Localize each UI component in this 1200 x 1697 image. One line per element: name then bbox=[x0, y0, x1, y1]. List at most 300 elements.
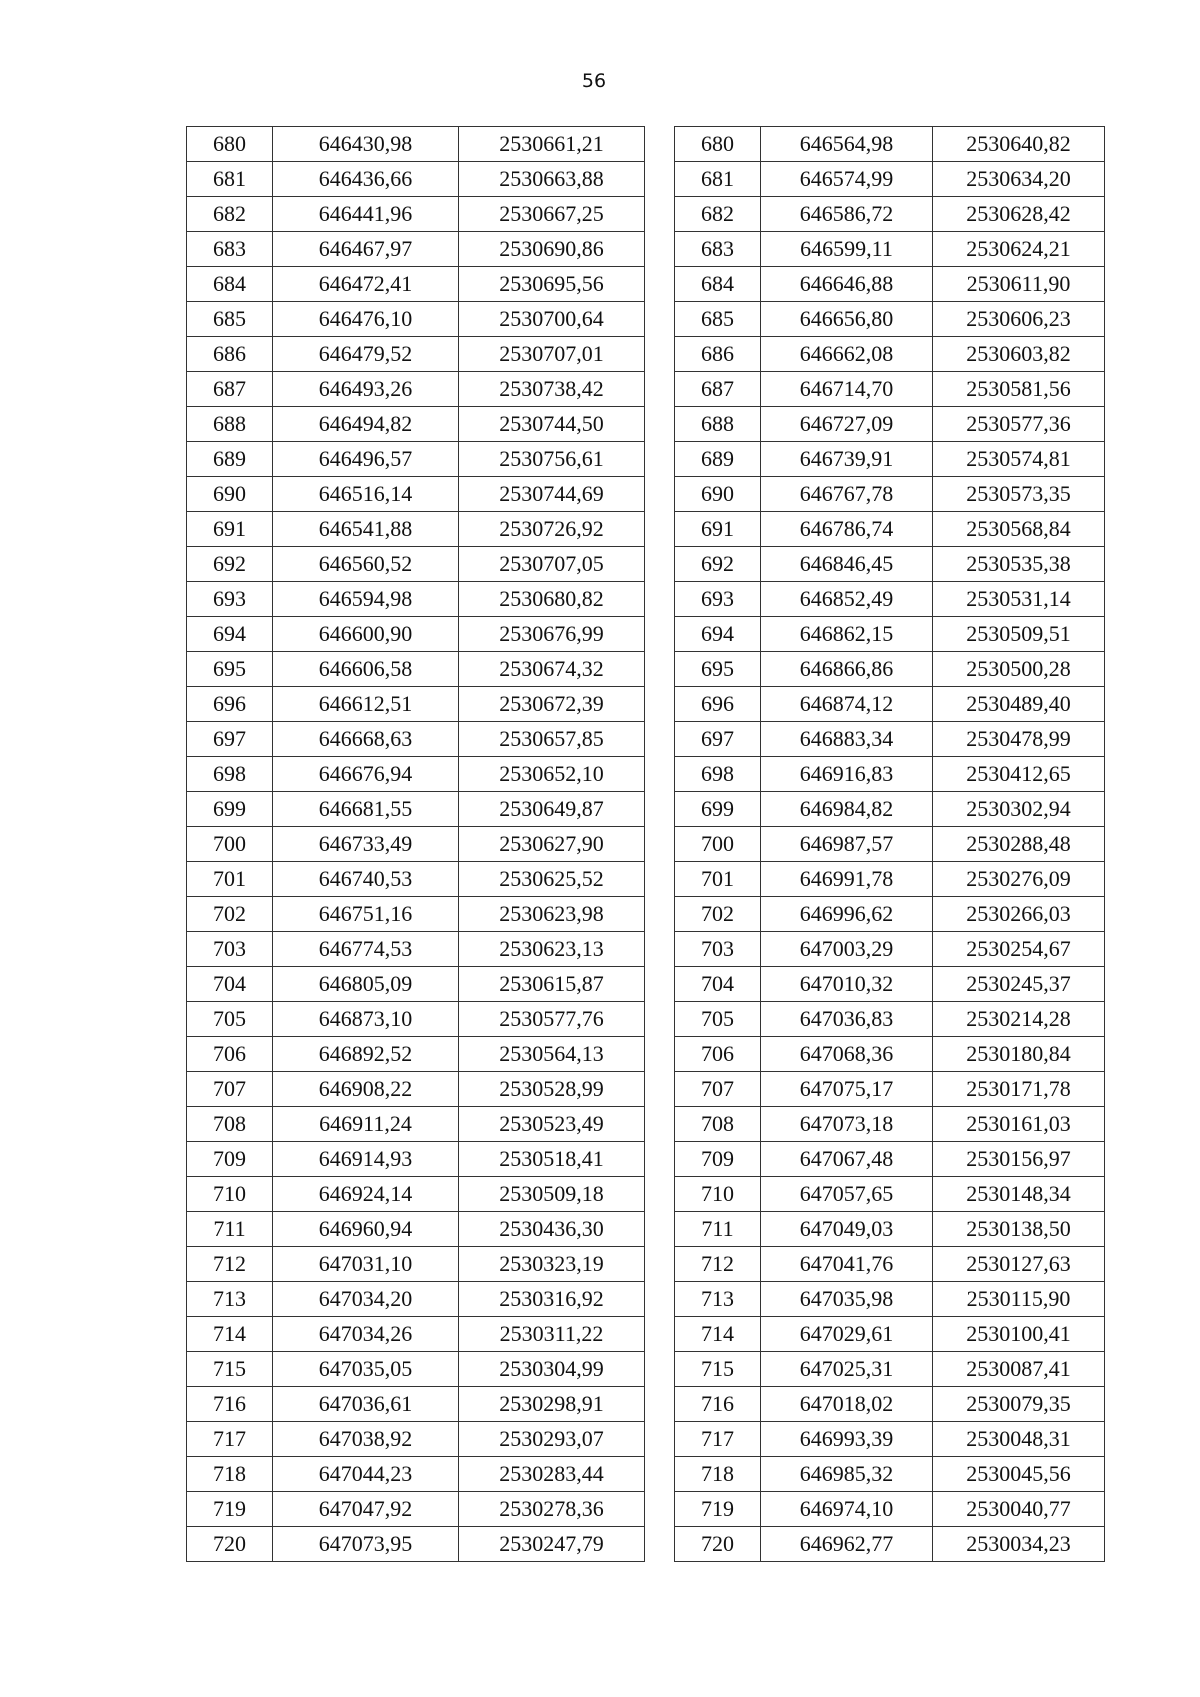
y-coordinate-cell: 2530079,35 bbox=[933, 1387, 1105, 1422]
table-row bbox=[675, 1037, 1105, 1072]
table-row bbox=[675, 162, 1105, 197]
table-row bbox=[675, 652, 1105, 687]
table-row bbox=[675, 1492, 1105, 1527]
point-number-cell: 703 bbox=[675, 932, 761, 967]
x-coordinate-cell: 646740,53 bbox=[273, 862, 459, 897]
point-number-cell: 715 bbox=[187, 1352, 273, 1387]
y-coordinate-cell: 2530311,22 bbox=[459, 1317, 645, 1352]
y-coordinate-cell: 2530624,21 bbox=[933, 232, 1105, 267]
y-coordinate-cell: 2530518,41 bbox=[459, 1142, 645, 1177]
table-row bbox=[675, 1107, 1105, 1142]
x-coordinate-cell: 647038,92 bbox=[273, 1422, 459, 1457]
y-coordinate-cell: 2530634,20 bbox=[933, 162, 1105, 197]
x-coordinate-cell: 646430,98 bbox=[273, 127, 459, 162]
x-coordinate-cell: 646873,10 bbox=[273, 1002, 459, 1037]
point-number-cell: 690 bbox=[675, 477, 761, 512]
point-number-cell: 718 bbox=[187, 1457, 273, 1492]
point-number-cell: 689 bbox=[187, 442, 273, 477]
table-row bbox=[187, 722, 645, 757]
point-number-cell: 682 bbox=[675, 197, 761, 232]
table-row bbox=[675, 1317, 1105, 1352]
x-coordinate-cell: 646852,49 bbox=[761, 582, 933, 617]
point-number-cell: 708 bbox=[675, 1107, 761, 1142]
table-row bbox=[675, 267, 1105, 302]
x-coordinate-cell: 646862,15 bbox=[761, 617, 933, 652]
table-row bbox=[187, 1002, 645, 1037]
x-coordinate-cell: 646646,88 bbox=[761, 267, 933, 302]
x-coordinate-cell: 646924,14 bbox=[273, 1177, 459, 1212]
table-row bbox=[675, 1002, 1105, 1037]
table-row bbox=[187, 372, 645, 407]
point-number-cell: 685 bbox=[187, 302, 273, 337]
point-number-cell: 716 bbox=[187, 1387, 273, 1422]
x-coordinate-cell: 646985,32 bbox=[761, 1457, 933, 1492]
y-coordinate-cell: 2530611,90 bbox=[933, 267, 1105, 302]
y-coordinate-cell: 2530040,77 bbox=[933, 1492, 1105, 1527]
y-coordinate-cell: 2530695,56 bbox=[459, 267, 645, 302]
table-row bbox=[187, 617, 645, 652]
table-row bbox=[675, 232, 1105, 267]
y-coordinate-cell: 2530316,92 bbox=[459, 1282, 645, 1317]
point-number-cell: 680 bbox=[675, 127, 761, 162]
table-row bbox=[675, 1247, 1105, 1282]
point-number-cell: 704 bbox=[187, 967, 273, 1002]
point-number-cell: 697 bbox=[187, 722, 273, 757]
y-coordinate-cell: 2530667,25 bbox=[459, 197, 645, 232]
point-number-cell: 717 bbox=[675, 1422, 761, 1457]
table-row bbox=[187, 1107, 645, 1142]
table-row bbox=[675, 757, 1105, 792]
point-number-cell: 684 bbox=[187, 267, 273, 302]
x-coordinate-cell: 647029,61 bbox=[761, 1317, 933, 1352]
table-row bbox=[187, 547, 645, 582]
y-coordinate-cell: 2530180,84 bbox=[933, 1037, 1105, 1072]
table-row bbox=[675, 197, 1105, 232]
point-number-cell: 697 bbox=[675, 722, 761, 757]
point-number-cell: 688 bbox=[675, 407, 761, 442]
x-coordinate-cell: 647047,92 bbox=[273, 1492, 459, 1527]
point-number-cell: 696 bbox=[675, 687, 761, 722]
table-row bbox=[187, 162, 645, 197]
table-row bbox=[187, 652, 645, 687]
y-coordinate-cell: 2530034,23 bbox=[933, 1527, 1105, 1562]
x-coordinate-cell: 646493,26 bbox=[273, 372, 459, 407]
point-number-cell: 699 bbox=[187, 792, 273, 827]
x-coordinate-cell: 646564,98 bbox=[761, 127, 933, 162]
table-row bbox=[187, 1527, 645, 1562]
x-coordinate-cell: 646733,49 bbox=[273, 827, 459, 862]
y-coordinate-cell: 2530640,82 bbox=[933, 127, 1105, 162]
point-number-cell: 705 bbox=[675, 1002, 761, 1037]
x-coordinate-cell: 646541,88 bbox=[273, 512, 459, 547]
x-coordinate-cell: 646991,78 bbox=[761, 862, 933, 897]
point-number-cell: 701 bbox=[187, 862, 273, 897]
x-coordinate-cell: 647036,83 bbox=[761, 1002, 933, 1037]
y-coordinate-cell: 2530115,90 bbox=[933, 1282, 1105, 1317]
table-row bbox=[187, 127, 645, 162]
table-row bbox=[675, 372, 1105, 407]
table-row bbox=[675, 1387, 1105, 1422]
table-row bbox=[675, 1352, 1105, 1387]
table-row bbox=[675, 1457, 1105, 1492]
table-body-right bbox=[675, 127, 1105, 1562]
table-row bbox=[675, 617, 1105, 652]
point-number-cell: 688 bbox=[187, 407, 273, 442]
y-coordinate-cell: 2530478,99 bbox=[933, 722, 1105, 757]
y-coordinate-cell: 2530412,65 bbox=[933, 757, 1105, 792]
point-number-cell: 698 bbox=[675, 757, 761, 792]
table-row bbox=[675, 442, 1105, 477]
y-coordinate-cell: 2530627,90 bbox=[459, 827, 645, 862]
y-coordinate-cell: 2530087,41 bbox=[933, 1352, 1105, 1387]
point-number-cell: 693 bbox=[675, 582, 761, 617]
table-row bbox=[187, 232, 645, 267]
y-coordinate-cell: 2530744,50 bbox=[459, 407, 645, 442]
x-coordinate-cell: 646676,94 bbox=[273, 757, 459, 792]
x-coordinate-cell: 646987,57 bbox=[761, 827, 933, 862]
point-number-cell: 692 bbox=[675, 547, 761, 582]
x-coordinate-cell: 646714,70 bbox=[761, 372, 933, 407]
table-row bbox=[675, 967, 1105, 1002]
y-coordinate-cell: 2530707,05 bbox=[459, 547, 645, 582]
x-coordinate-cell: 647057,65 bbox=[761, 1177, 933, 1212]
y-coordinate-cell: 2530489,40 bbox=[933, 687, 1105, 722]
x-coordinate-cell: 647049,03 bbox=[761, 1212, 933, 1247]
table-row bbox=[675, 1177, 1105, 1212]
point-number-cell: 709 bbox=[675, 1142, 761, 1177]
x-coordinate-cell: 647035,98 bbox=[761, 1282, 933, 1317]
point-number-cell: 711 bbox=[187, 1212, 273, 1247]
y-coordinate-cell: 2530302,94 bbox=[933, 792, 1105, 827]
x-coordinate-cell: 646599,11 bbox=[761, 232, 933, 267]
table-row bbox=[675, 407, 1105, 442]
point-number-cell: 719 bbox=[675, 1492, 761, 1527]
table-row bbox=[187, 337, 645, 372]
point-number-cell: 680 bbox=[187, 127, 273, 162]
point-number-cell: 714 bbox=[675, 1317, 761, 1352]
y-coordinate-cell: 2530573,35 bbox=[933, 477, 1105, 512]
x-coordinate-cell: 646805,09 bbox=[273, 967, 459, 1002]
table-row bbox=[187, 967, 645, 1002]
table-row bbox=[187, 1282, 645, 1317]
x-coordinate-cell: 647018,02 bbox=[761, 1387, 933, 1422]
x-coordinate-cell: 646600,90 bbox=[273, 617, 459, 652]
y-coordinate-cell: 2530676,99 bbox=[459, 617, 645, 652]
table-row bbox=[675, 582, 1105, 617]
x-coordinate-cell: 646662,08 bbox=[761, 337, 933, 372]
point-number-cell: 715 bbox=[675, 1352, 761, 1387]
x-coordinate-cell: 646656,80 bbox=[761, 302, 933, 337]
x-coordinate-cell: 647044,23 bbox=[273, 1457, 459, 1492]
x-coordinate-cell: 646846,45 bbox=[761, 547, 933, 582]
x-coordinate-cell: 647041,76 bbox=[761, 1247, 933, 1282]
y-coordinate-cell: 2530138,50 bbox=[933, 1212, 1105, 1247]
point-number-cell: 714 bbox=[187, 1317, 273, 1352]
y-coordinate-cell: 2530171,78 bbox=[933, 1072, 1105, 1107]
x-coordinate-cell: 646496,57 bbox=[273, 442, 459, 477]
table-row bbox=[187, 862, 645, 897]
table-row bbox=[187, 1037, 645, 1072]
coordinates-table-left bbox=[186, 126, 645, 1562]
x-coordinate-cell: 646739,91 bbox=[761, 442, 933, 477]
x-coordinate-cell: 646479,52 bbox=[273, 337, 459, 372]
table-row bbox=[675, 1212, 1105, 1247]
y-coordinate-cell: 2530523,49 bbox=[459, 1107, 645, 1142]
table-row bbox=[187, 932, 645, 967]
point-number-cell: 712 bbox=[187, 1247, 273, 1282]
table-row bbox=[675, 337, 1105, 372]
table-row bbox=[187, 197, 645, 232]
y-coordinate-cell: 2530674,32 bbox=[459, 652, 645, 687]
point-number-cell: 692 bbox=[187, 547, 273, 582]
x-coordinate-cell: 646594,98 bbox=[273, 582, 459, 617]
y-coordinate-cell: 2530148,34 bbox=[933, 1177, 1105, 1212]
y-coordinate-cell: 2530535,38 bbox=[933, 547, 1105, 582]
table-row bbox=[187, 897, 645, 932]
y-coordinate-cell: 2530577,36 bbox=[933, 407, 1105, 442]
y-coordinate-cell: 2530278,36 bbox=[459, 1492, 645, 1527]
table-row bbox=[187, 827, 645, 862]
y-coordinate-cell: 2530603,82 bbox=[933, 337, 1105, 372]
y-coordinate-cell: 2530756,61 bbox=[459, 442, 645, 477]
x-coordinate-cell: 646472,41 bbox=[273, 267, 459, 302]
x-coordinate-cell: 647068,36 bbox=[761, 1037, 933, 1072]
x-coordinate-cell: 646441,96 bbox=[273, 197, 459, 232]
table-row bbox=[675, 1072, 1105, 1107]
y-coordinate-cell: 2530726,92 bbox=[459, 512, 645, 547]
point-number-cell: 681 bbox=[187, 162, 273, 197]
x-coordinate-cell: 646974,10 bbox=[761, 1492, 933, 1527]
y-coordinate-cell: 2530276,09 bbox=[933, 862, 1105, 897]
table-row bbox=[187, 1387, 645, 1422]
y-coordinate-cell: 2530509,51 bbox=[933, 617, 1105, 652]
point-number-cell: 720 bbox=[675, 1527, 761, 1562]
x-coordinate-cell: 647003,29 bbox=[761, 932, 933, 967]
y-coordinate-cell: 2530672,39 bbox=[459, 687, 645, 722]
point-number-cell: 701 bbox=[675, 862, 761, 897]
point-number-cell: 685 bbox=[675, 302, 761, 337]
y-coordinate-cell: 2530657,85 bbox=[459, 722, 645, 757]
y-coordinate-cell: 2530568,84 bbox=[933, 512, 1105, 547]
x-coordinate-cell: 646574,99 bbox=[761, 162, 933, 197]
y-coordinate-cell: 2530652,10 bbox=[459, 757, 645, 792]
y-coordinate-cell: 2530214,28 bbox=[933, 1002, 1105, 1037]
point-number-cell: 683 bbox=[675, 232, 761, 267]
point-number-cell: 702 bbox=[675, 897, 761, 932]
table-row bbox=[675, 1422, 1105, 1457]
point-number-cell: 694 bbox=[675, 617, 761, 652]
x-coordinate-cell: 647067,48 bbox=[761, 1142, 933, 1177]
table-row bbox=[187, 442, 645, 477]
table-row bbox=[187, 407, 645, 442]
x-coordinate-cell: 646874,12 bbox=[761, 687, 933, 722]
x-coordinate-cell: 646786,74 bbox=[761, 512, 933, 547]
point-number-cell: 706 bbox=[675, 1037, 761, 1072]
point-number-cell: 700 bbox=[675, 827, 761, 862]
y-coordinate-cell: 2530690,86 bbox=[459, 232, 645, 267]
point-number-cell: 710 bbox=[675, 1177, 761, 1212]
y-coordinate-cell: 2530304,99 bbox=[459, 1352, 645, 1387]
point-number-cell: 683 bbox=[187, 232, 273, 267]
x-coordinate-cell: 647031,10 bbox=[273, 1247, 459, 1282]
x-coordinate-cell: 647025,31 bbox=[761, 1352, 933, 1387]
table-row bbox=[675, 792, 1105, 827]
x-coordinate-cell: 647010,32 bbox=[761, 967, 933, 1002]
table-row bbox=[675, 477, 1105, 512]
x-coordinate-cell: 647075,17 bbox=[761, 1072, 933, 1107]
y-coordinate-cell: 2530127,63 bbox=[933, 1247, 1105, 1282]
table-body-left bbox=[187, 127, 645, 1562]
x-coordinate-cell: 647034,20 bbox=[273, 1282, 459, 1317]
x-coordinate-cell: 646911,24 bbox=[273, 1107, 459, 1142]
table-row bbox=[187, 477, 645, 512]
x-coordinate-cell: 646668,63 bbox=[273, 722, 459, 757]
x-coordinate-cell: 646960,94 bbox=[273, 1212, 459, 1247]
table-row bbox=[187, 1177, 645, 1212]
y-coordinate-cell: 2530247,79 bbox=[459, 1527, 645, 1562]
table-row bbox=[187, 302, 645, 337]
y-coordinate-cell: 2530649,87 bbox=[459, 792, 645, 827]
point-number-cell: 716 bbox=[675, 1387, 761, 1422]
table-row bbox=[187, 1352, 645, 1387]
x-coordinate-cell: 646494,82 bbox=[273, 407, 459, 442]
y-coordinate-cell: 2530509,18 bbox=[459, 1177, 645, 1212]
table-row bbox=[675, 1527, 1105, 1562]
table-row bbox=[187, 1422, 645, 1457]
y-coordinate-cell: 2530156,97 bbox=[933, 1142, 1105, 1177]
y-coordinate-cell: 2530288,48 bbox=[933, 827, 1105, 862]
x-coordinate-cell: 646996,62 bbox=[761, 897, 933, 932]
y-coordinate-cell: 2530266,03 bbox=[933, 897, 1105, 932]
y-coordinate-cell: 2530623,98 bbox=[459, 897, 645, 932]
table-row bbox=[675, 897, 1105, 932]
x-coordinate-cell: 646751,16 bbox=[273, 897, 459, 932]
point-number-cell: 699 bbox=[675, 792, 761, 827]
table-row bbox=[675, 862, 1105, 897]
y-coordinate-cell: 2530254,67 bbox=[933, 932, 1105, 967]
y-coordinate-cell: 2530663,88 bbox=[459, 162, 645, 197]
point-number-cell: 686 bbox=[187, 337, 273, 372]
y-coordinate-cell: 2530581,56 bbox=[933, 372, 1105, 407]
x-coordinate-cell: 646606,58 bbox=[273, 652, 459, 687]
point-number-cell: 707 bbox=[675, 1072, 761, 1107]
y-coordinate-cell: 2530161,03 bbox=[933, 1107, 1105, 1142]
x-coordinate-cell: 646727,09 bbox=[761, 407, 933, 442]
point-number-cell: 696 bbox=[187, 687, 273, 722]
table-row bbox=[187, 512, 645, 547]
table-row bbox=[675, 302, 1105, 337]
table-row bbox=[187, 1142, 645, 1177]
point-number-cell: 704 bbox=[675, 967, 761, 1002]
y-coordinate-cell: 2530577,76 bbox=[459, 1002, 645, 1037]
x-coordinate-cell: 646914,93 bbox=[273, 1142, 459, 1177]
x-coordinate-cell: 646908,22 bbox=[273, 1072, 459, 1107]
x-coordinate-cell: 646436,66 bbox=[273, 162, 459, 197]
point-number-cell: 695 bbox=[187, 652, 273, 687]
y-coordinate-cell: 2530707,01 bbox=[459, 337, 645, 372]
y-coordinate-cell: 2530500,28 bbox=[933, 652, 1105, 687]
point-number-cell: 713 bbox=[675, 1282, 761, 1317]
x-coordinate-cell: 647034,26 bbox=[273, 1317, 459, 1352]
point-number-cell: 709 bbox=[187, 1142, 273, 1177]
y-coordinate-cell: 2530293,07 bbox=[459, 1422, 645, 1457]
y-coordinate-cell: 2530045,56 bbox=[933, 1457, 1105, 1492]
point-number-cell: 708 bbox=[187, 1107, 273, 1142]
table-row bbox=[187, 757, 645, 792]
x-coordinate-cell: 646984,82 bbox=[761, 792, 933, 827]
table-row bbox=[187, 1247, 645, 1282]
x-coordinate-cell: 646516,14 bbox=[273, 477, 459, 512]
page-number: 56 bbox=[581, 70, 607, 92]
y-coordinate-cell: 2530528,99 bbox=[459, 1072, 645, 1107]
y-coordinate-cell: 2530680,82 bbox=[459, 582, 645, 617]
point-number-cell: 706 bbox=[187, 1037, 273, 1072]
table-row bbox=[675, 127, 1105, 162]
x-coordinate-cell: 646767,78 bbox=[761, 477, 933, 512]
point-number-cell: 681 bbox=[675, 162, 761, 197]
y-coordinate-cell: 2530625,52 bbox=[459, 862, 645, 897]
table-row bbox=[187, 582, 645, 617]
x-coordinate-cell: 646476,10 bbox=[273, 302, 459, 337]
point-number-cell: 720 bbox=[187, 1527, 273, 1562]
y-coordinate-cell: 2530048,31 bbox=[933, 1422, 1105, 1457]
x-coordinate-cell: 647036,61 bbox=[273, 1387, 459, 1422]
point-number-cell: 711 bbox=[675, 1212, 761, 1247]
point-number-cell: 710 bbox=[187, 1177, 273, 1212]
point-number-cell: 705 bbox=[187, 1002, 273, 1037]
x-coordinate-cell: 646612,51 bbox=[273, 687, 459, 722]
y-coordinate-cell: 2530298,91 bbox=[459, 1387, 645, 1422]
x-coordinate-cell: 646883,34 bbox=[761, 722, 933, 757]
point-number-cell: 698 bbox=[187, 757, 273, 792]
point-number-cell: 693 bbox=[187, 582, 273, 617]
x-coordinate-cell: 646560,52 bbox=[273, 547, 459, 582]
table-row bbox=[187, 1212, 645, 1247]
point-number-cell: 712 bbox=[675, 1247, 761, 1282]
y-coordinate-cell: 2530323,19 bbox=[459, 1247, 645, 1282]
x-coordinate-cell: 646962,77 bbox=[761, 1527, 933, 1562]
x-coordinate-cell: 646586,72 bbox=[761, 197, 933, 232]
x-coordinate-cell: 646774,53 bbox=[273, 932, 459, 967]
y-coordinate-cell: 2530628,42 bbox=[933, 197, 1105, 232]
table-row bbox=[187, 1492, 645, 1527]
table-row bbox=[675, 932, 1105, 967]
point-number-cell: 700 bbox=[187, 827, 273, 862]
y-coordinate-cell: 2530436,30 bbox=[459, 1212, 645, 1247]
y-coordinate-cell: 2530738,42 bbox=[459, 372, 645, 407]
point-number-cell: 686 bbox=[675, 337, 761, 372]
point-number-cell: 718 bbox=[675, 1457, 761, 1492]
y-coordinate-cell: 2530606,23 bbox=[933, 302, 1105, 337]
y-coordinate-cell: 2530623,13 bbox=[459, 932, 645, 967]
table-row bbox=[675, 827, 1105, 862]
y-coordinate-cell: 2530574,81 bbox=[933, 442, 1105, 477]
table-row bbox=[675, 547, 1105, 582]
point-number-cell: 707 bbox=[187, 1072, 273, 1107]
y-coordinate-cell: 2530283,44 bbox=[459, 1457, 645, 1492]
x-coordinate-cell: 647035,05 bbox=[273, 1352, 459, 1387]
coordinates-table-right bbox=[674, 126, 1105, 1562]
y-coordinate-cell: 2530700,64 bbox=[459, 302, 645, 337]
point-number-cell: 690 bbox=[187, 477, 273, 512]
point-number-cell: 702 bbox=[187, 897, 273, 932]
x-coordinate-cell: 646892,52 bbox=[273, 1037, 459, 1072]
table-row bbox=[675, 722, 1105, 757]
point-number-cell: 684 bbox=[675, 267, 761, 302]
point-number-cell: 719 bbox=[187, 1492, 273, 1527]
point-number-cell: 691 bbox=[187, 512, 273, 547]
y-coordinate-cell: 2530531,14 bbox=[933, 582, 1105, 617]
